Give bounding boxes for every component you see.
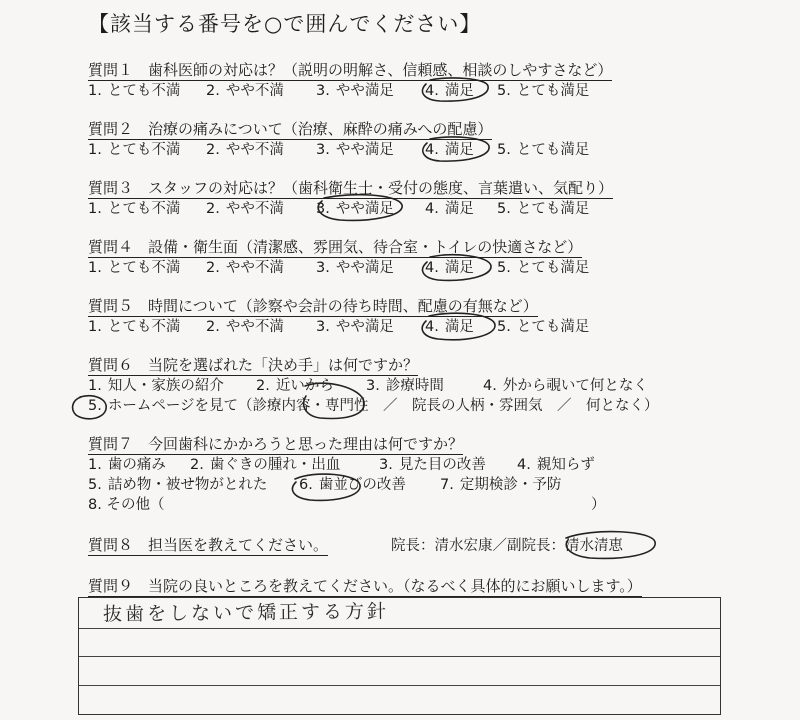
option-6[interactable]: 6. 歯並びの改善 — [299, 477, 406, 493]
question-6 — [88, 355, 778, 416]
option-2[interactable]: 2. やや不満 — [206, 142, 284, 158]
option-1[interactable]: 1. とても不満 — [88, 83, 181, 99]
options-row — [88, 396, 778, 416]
options-row — [88, 495, 778, 515]
option-2[interactable]: 2. やや不満 — [206, 260, 284, 276]
option-4[interactable]: 4. 満足 — [425, 83, 474, 99]
option-3[interactable]: 3. 診療時間 — [366, 378, 444, 394]
question-9 — [88, 576, 642, 597]
option-3[interactable]: 3. 見た目の改善 — [379, 457, 486, 473]
question-4 — [88, 237, 778, 278]
option-5[interactable]: 5. とても満足 — [497, 83, 590, 99]
handwritten-answer: 抜歯をしないで矯正する方針 — [102, 600, 390, 626]
question-title: 質問１ 歯科医師の対応は？（説明の明解さ、信頼感、相談のしやすさなど） — [88, 61, 613, 79]
options-row — [88, 199, 778, 219]
option-1[interactable]: 1. とても不満 — [88, 142, 181, 158]
question-title: 質問３ スタッフの対応は？（歯科衛生士・受付の態度、言葉遣い、気配り） — [88, 179, 614, 197]
option-4[interactable]: 4. 満足 — [425, 142, 474, 158]
option-4[interactable]: 4. 満足 — [425, 201, 474, 217]
option-1[interactable]: 1. 歯の痛み — [88, 457, 166, 473]
ruled-line — [79, 656, 720, 657]
option-4[interactable]: 4. 親知らず — [517, 457, 595, 473]
option-2[interactable]: 2. やや不満 — [206, 201, 284, 217]
answer-box[interactable] — [78, 597, 721, 715]
question-title: 質問４ 設備・衛生面（清潔感、雰囲気、待合室・トイレの快適さなど） — [88, 238, 583, 256]
option-4[interactable]: 4. 外から覗いて何となく — [483, 378, 648, 394]
options-row — [88, 140, 778, 160]
option-3[interactable]: 3. やや満足 — [316, 319, 394, 335]
ruled-line — [79, 628, 720, 629]
option-5[interactable]: 5. とても満足 — [497, 142, 590, 158]
other-close-paren: ） — [591, 497, 606, 513]
option-3[interactable]: 3. やや満足 — [316, 142, 394, 158]
option-2[interactable]: 2. 近いから — [256, 378, 334, 394]
question-7 — [88, 434, 778, 515]
question-title: 質問５ 時間について（診察や会計の待ち時間、配慮の有無など） — [88, 297, 538, 315]
option-1[interactable]: 1. とても不満 — [88, 201, 181, 217]
option-2[interactable]: 2. やや不満 — [206, 83, 284, 99]
option-8[interactable]: 8. その他（ — [88, 497, 165, 513]
option-1[interactable]: 1. とても不満 — [88, 260, 181, 276]
page-title: 【該当する番号を○で囲んでください】 — [88, 12, 482, 36]
option-3[interactable]: 3. やや満足 — [316, 201, 394, 217]
options-row — [88, 81, 778, 101]
option-2[interactable]: 2. 歯ぐきの腫れ・出血 — [190, 457, 341, 473]
option-5[interactable]: 5. 詰め物・被せ物がとれた — [88, 477, 268, 493]
question-title: 質問２ 治療の痛みについて（治療、麻酔の痛みへの配慮） — [88, 120, 493, 138]
option-5[interactable]: 5. ホームページを見て（診療内容・専門性 ／ 院長の人柄・雰囲気 ／ 何となく） — [88, 398, 659, 414]
options-row — [88, 258, 778, 278]
option-3[interactable]: 3. やや満足 — [316, 83, 394, 99]
question-title: 質問６ 当院を選ばれた「決め手」は何ですか？ — [88, 356, 419, 374]
option-3[interactable]: 3. やや満足 — [316, 260, 394, 276]
option-5[interactable]: 5. とても満足 — [497, 260, 590, 276]
option-5[interactable]: 5. とても満足 — [497, 319, 590, 335]
option-5[interactable]: 5. とても満足 — [497, 201, 590, 217]
options-row — [88, 455, 778, 475]
question-3 — [88, 178, 778, 219]
ruled-line — [79, 685, 720, 686]
question-8 — [88, 535, 778, 557]
question-title: 質問９ 当院の良いところを教えてください。（なるべく具体的にお願いします。） — [88, 577, 642, 595]
options-row — [88, 376, 778, 396]
question-title: 質問８ 担当医を教えてください。 — [88, 536, 329, 554]
option-7[interactable]: 7. 定期検診・予防 — [440, 477, 562, 493]
options-row — [88, 317, 778, 337]
option-4[interactable]: 4. 満足 — [425, 319, 474, 335]
question-5 — [88, 296, 778, 337]
option-1[interactable]: 1. とても不満 — [88, 319, 181, 335]
option-2[interactable]: 2. やや不満 — [206, 319, 284, 335]
question-1 — [88, 60, 778, 101]
options-row — [88, 475, 778, 495]
question-2 — [88, 119, 778, 160]
question-title: 質問７ 今回歯科にかかろうと思った理由は何ですか？ — [88, 435, 464, 453]
option-1[interactable]: 1. 知人・家族の紹介 — [88, 378, 224, 394]
option-4[interactable]: 4. 満足 — [425, 260, 474, 276]
doctor-options[interactable]: 院長：清水宏康／副院長：清水清恵 — [391, 538, 623, 554]
